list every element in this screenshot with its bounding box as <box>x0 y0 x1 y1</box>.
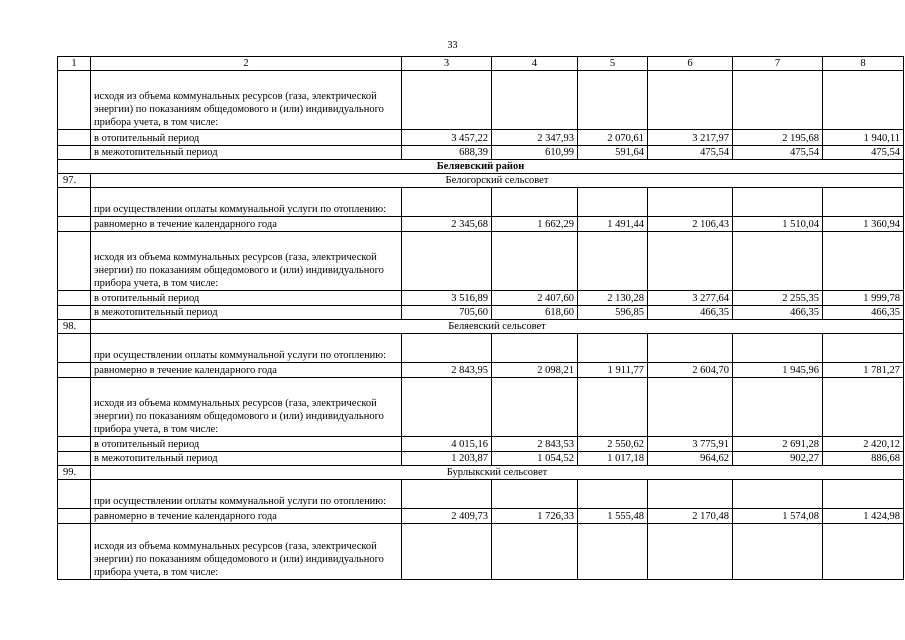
index-cell <box>58 334 91 363</box>
column-header: 7 <box>733 57 823 71</box>
value-cell: 2 170,48 <box>648 509 733 524</box>
value-cell: 596,85 <box>578 306 648 320</box>
value-cell: 591,64 <box>578 146 648 160</box>
value-cell <box>733 232 823 291</box>
value-cell: 2 691,28 <box>733 437 823 452</box>
value-cell: 1 203,87 <box>402 452 492 466</box>
table-row <box>58 363 904 378</box>
column-header: 6 <box>648 57 733 71</box>
label-cell: в межотопительный период <box>91 146 402 160</box>
value-cell <box>733 524 823 580</box>
label-cell: в отопительный период <box>91 130 402 146</box>
table-row <box>58 509 904 524</box>
table-row <box>58 437 904 452</box>
table-row <box>58 232 904 291</box>
table-row <box>58 217 904 232</box>
table-row <box>58 130 904 146</box>
value-cell <box>648 232 733 291</box>
label-cell: исходя из объема коммунальных ресурсов (газа, электрической энергии) по показаниям общедомового и (или) индивидуального прибора учета, в том числе: <box>91 71 402 130</box>
label-cell: при осуществлении оплаты коммунальной услуги по отоплению: <box>91 188 402 217</box>
value-cell <box>402 188 492 217</box>
section-name: Бурлыкский сельсовет <box>91 466 904 480</box>
section-row <box>58 466 904 480</box>
value-cell: 886,68 <box>823 452 904 466</box>
value-cell: 688,39 <box>402 146 492 160</box>
index-cell <box>58 378 91 437</box>
value-cell <box>823 188 904 217</box>
value-cell: 1 491,44 <box>578 217 648 232</box>
value-cell: 466,35 <box>823 306 904 320</box>
value-cell: 2 130,28 <box>578 291 648 306</box>
value-cell <box>578 480 648 509</box>
value-cell <box>578 378 648 437</box>
label-cell: равномерно в течение календарного года <box>91 363 402 378</box>
value-cell: 475,54 <box>733 146 823 160</box>
value-cell <box>492 188 578 217</box>
value-cell <box>648 524 733 580</box>
value-cell: 1 726,33 <box>492 509 578 524</box>
section-index: 98. <box>58 320 91 334</box>
value-cell <box>733 480 823 509</box>
value-cell: 1 662,29 <box>492 217 578 232</box>
value-cell <box>648 334 733 363</box>
table-row <box>58 71 904 130</box>
value-cell <box>492 232 578 291</box>
label-cell: в отопительный период <box>91 291 402 306</box>
index-cell <box>58 509 91 524</box>
value-cell: 2 420,12 <box>823 437 904 452</box>
value-cell: 705,60 <box>402 306 492 320</box>
header-row <box>58 57 904 71</box>
value-cell: 3 457,22 <box>402 130 492 146</box>
value-cell: 3 277,64 <box>648 291 733 306</box>
label-cell: при осуществлении оплаты коммунальной услуги по отоплению: <box>91 480 402 509</box>
index-cell <box>58 291 91 306</box>
value-cell <box>492 480 578 509</box>
table-row <box>58 378 904 437</box>
section-row <box>58 320 904 334</box>
value-cell: 2 098,21 <box>492 363 578 378</box>
district-heading: Беляевский район <box>58 160 904 174</box>
index-cell <box>58 480 91 509</box>
table-row <box>58 524 904 580</box>
value-cell <box>578 71 648 130</box>
section-name: Беляевский сельсовет <box>91 320 904 334</box>
value-cell <box>402 524 492 580</box>
value-cell <box>648 188 733 217</box>
value-cell: 1 360,94 <box>823 217 904 232</box>
table-row <box>58 291 904 306</box>
value-cell: 1 017,18 <box>578 452 648 466</box>
label-cell: равномерно в течение календарного года <box>91 509 402 524</box>
value-cell <box>492 71 578 130</box>
value-cell: 1 555,48 <box>578 509 648 524</box>
table-row <box>58 146 904 160</box>
value-cell <box>823 71 904 130</box>
value-cell: 1 054,52 <box>492 452 578 466</box>
column-header: 8 <box>823 57 904 71</box>
value-cell: 3 516,89 <box>402 291 492 306</box>
index-cell <box>58 130 91 146</box>
index-cell <box>58 306 91 320</box>
value-cell: 2 347,93 <box>492 130 578 146</box>
value-cell <box>402 334 492 363</box>
value-cell <box>823 232 904 291</box>
value-cell <box>823 334 904 363</box>
section-row <box>58 174 904 188</box>
page-number: 33 <box>447 40 458 51</box>
table-row <box>58 306 904 320</box>
section-index: 97. <box>58 174 91 188</box>
value-cell: 2 195,68 <box>733 130 823 146</box>
value-cell <box>648 71 733 130</box>
value-cell: 4 015,16 <box>402 437 492 452</box>
value-cell <box>492 378 578 437</box>
value-cell: 2 255,35 <box>733 291 823 306</box>
value-cell: 2 070,61 <box>578 130 648 146</box>
column-header: 2 <box>91 57 402 71</box>
district-row <box>58 160 904 174</box>
value-cell: 2 843,95 <box>402 363 492 378</box>
value-cell: 2 550,62 <box>578 437 648 452</box>
section-index: 99. <box>58 466 91 480</box>
value-cell <box>648 480 733 509</box>
value-cell: 1 510,04 <box>733 217 823 232</box>
value-cell <box>402 71 492 130</box>
table-body <box>58 57 904 580</box>
value-cell <box>733 378 823 437</box>
value-cell <box>402 480 492 509</box>
label-cell: равномерно в течение календарного года <box>91 217 402 232</box>
label-cell: в межотопительный период <box>91 452 402 466</box>
value-cell: 466,35 <box>733 306 823 320</box>
value-cell: 1 940,11 <box>823 130 904 146</box>
value-cell <box>823 378 904 437</box>
value-cell <box>492 334 578 363</box>
value-cell <box>578 188 648 217</box>
table-row <box>58 480 904 509</box>
value-cell <box>733 188 823 217</box>
value-cell <box>578 334 648 363</box>
value-cell: 610,99 <box>492 146 578 160</box>
index-cell <box>58 146 91 160</box>
value-cell: 3 775,91 <box>648 437 733 452</box>
index-cell <box>58 452 91 466</box>
label-cell: в межотопительный период <box>91 306 402 320</box>
value-cell: 475,54 <box>648 146 733 160</box>
value-cell: 3 217,97 <box>648 130 733 146</box>
value-cell: 964,62 <box>648 452 733 466</box>
index-cell <box>58 524 91 580</box>
index-cell <box>58 363 91 378</box>
table-row <box>58 188 904 217</box>
label-cell: в отопительный период <box>91 437 402 452</box>
label-cell: исходя из объема коммунальных ресурсов (газа, электрической энергии) по показаниям общедомового и (или) индивидуального прибора учета, в том числе: <box>91 232 402 291</box>
table-row <box>58 452 904 466</box>
value-cell <box>648 378 733 437</box>
value-cell <box>402 378 492 437</box>
value-cell: 1 781,27 <box>823 363 904 378</box>
index-cell <box>58 71 91 130</box>
value-cell: 1 911,77 <box>578 363 648 378</box>
section-name: Белогорский сельсовет <box>91 174 904 188</box>
value-cell: 1 574,08 <box>733 509 823 524</box>
column-header: 1 <box>58 57 91 71</box>
value-cell: 1 424,98 <box>823 509 904 524</box>
value-cell <box>823 480 904 509</box>
value-cell <box>733 334 823 363</box>
index-cell <box>58 232 91 291</box>
column-header: 3 <box>402 57 492 71</box>
value-cell <box>578 232 648 291</box>
value-cell: 2 407,60 <box>492 291 578 306</box>
value-cell <box>578 524 648 580</box>
index-cell <box>58 217 91 232</box>
column-header: 5 <box>578 57 648 71</box>
value-cell: 2 843,53 <box>492 437 578 452</box>
value-cell: 2 409,73 <box>402 509 492 524</box>
column-header: 4 <box>492 57 578 71</box>
value-cell <box>823 524 904 580</box>
index-cell <box>58 188 91 217</box>
value-cell: 902,27 <box>733 452 823 466</box>
label-cell: исходя из объема коммунальных ресурсов (газа, электрической энергии) по показаниям общедомового и (или) индивидуального прибора учета, в том числе: <box>91 378 402 437</box>
index-cell <box>58 437 91 452</box>
value-cell <box>402 232 492 291</box>
value-cell: 1 945,96 <box>733 363 823 378</box>
value-cell: 475,54 <box>823 146 904 160</box>
value-cell: 2 604,70 <box>648 363 733 378</box>
label-cell: исходя из объема коммунальных ресурсов (газа, электрической энергии) по показаниям общедомового и (или) индивидуального прибора учета, в том числе: <box>91 524 402 580</box>
table-row <box>58 334 904 363</box>
value-cell: 2 106,43 <box>648 217 733 232</box>
value-cell: 1 999,78 <box>823 291 904 306</box>
value-cell: 2 345,68 <box>402 217 492 232</box>
value-cell <box>492 524 578 580</box>
tariff-table <box>57 56 904 580</box>
value-cell: 618,60 <box>492 306 578 320</box>
value-cell: 466,35 <box>648 306 733 320</box>
value-cell <box>733 71 823 130</box>
label-cell: при осуществлении оплаты коммунальной услуги по отоплению: <box>91 334 402 363</box>
